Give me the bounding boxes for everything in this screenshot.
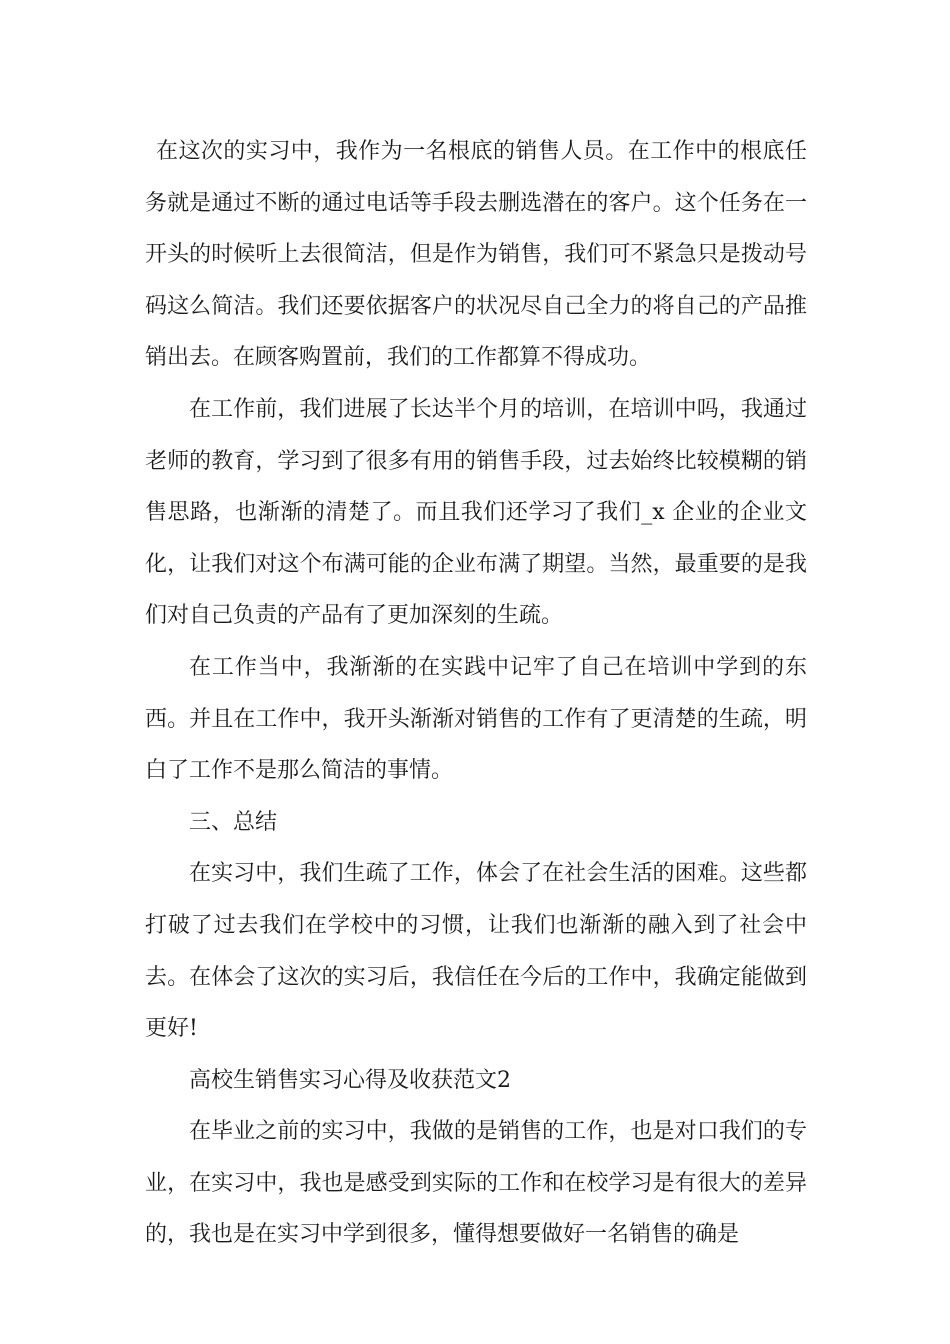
- paragraph-practice: 在工作当中，我渐渐的在实践中记牢了自己在培训中学到的东西。并且在工作中，我开头渐渐对销售的工作有了更清楚的生疏，明白了工作不是那么简洁的事情。: [145, 654, 807, 784]
- paragraph-summary: 在实习中，我们生疏了工作，体会了在社会生活的困难。这些都打破了过去我们在学校中的习惯，让我们也渐渐的融入到了社会中去。在体会了这次的实习后，我信任在今后的工作中，我确定能做到更好!: [145, 861, 807, 1042]
- section-heading-summary: 三、总结: [189, 809, 278, 835]
- document-body: [145, 126, 807, 1261]
- paragraph-essay-2-intro: 在毕业之前的实习中，我做的是销售的工作，也是对口我们的专业，在实习中，我也是感受到实际的工作和在校学习是有很大的差异的，我也是在实习中学到很多，懂得想要做好一名销售的确是: [145, 1119, 807, 1248]
- essay-title-2: 高校生销售实习心得及收获范文2: [189, 1067, 511, 1093]
- paragraph-internship-role: 在这次的实习中，我作为一名根底的销售人员。在工作中的根底任务就是通过不断的通过电话等手段去删选潜在的客户。这个任务在一开头的时候听上去很简洁，但是作为销售，我们可不紧急只是拨动号码这么简洁。我们还要依据客户的状况尽自己全力的将自己的产品推销出去。在顾客购置前，我们的工作都算不得成功。: [145, 139, 807, 371]
- paragraph-training: 在工作前，我们进展了长达半个月的培训，在培训中吗，我通过老师的教育，学习到了很多有用的销售手段，过去始终比较模糊的销售思路，也渐渐的清楚了。而且我们还学习了我们_x 企业的企业文化，让我们对这个布满可能的企业布满了期望。当然，最重要的是我们对自己负责的产品有了更加深刻的生疏。: [145, 396, 807, 629]
